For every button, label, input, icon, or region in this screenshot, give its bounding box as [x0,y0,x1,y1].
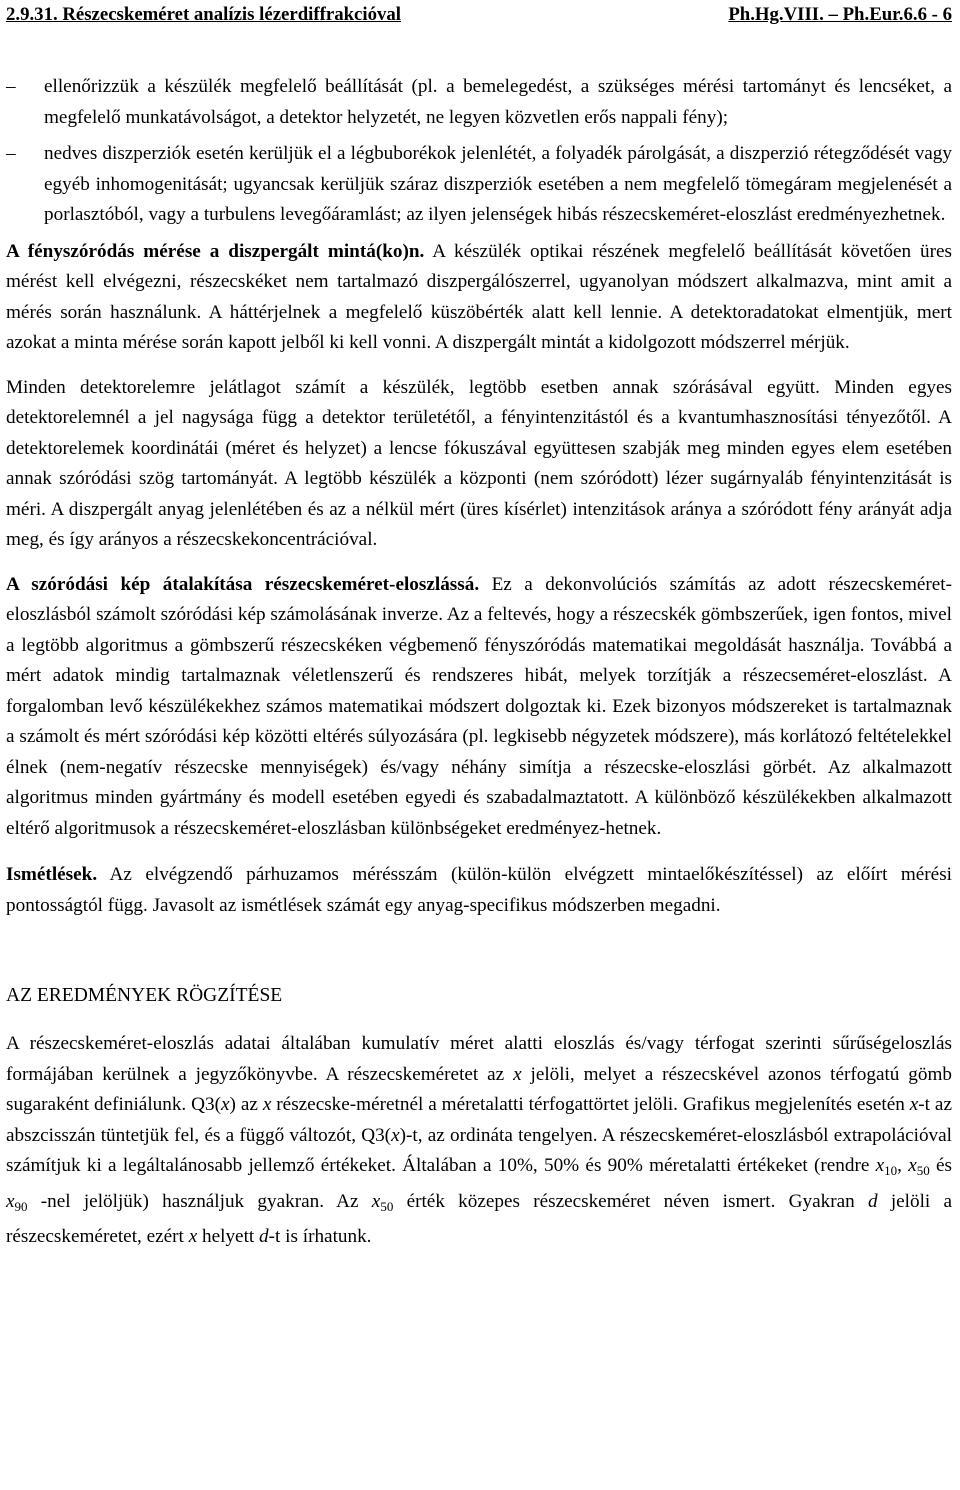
text-run: helyett [197,1226,260,1247]
header-pharmacopoeia-ref: Ph.Hg.VIII. – Ph.Eur.6.6 - 6 [728,4,952,25]
dash-marker: – [6,143,16,164]
list-item-text: ellenőrizzük a készülék megfelelő beállítását (pl. a bemelegedést, a szükséges mérési tartományt és lencséket, a megfelelő munkatávolságot, a detektor helyzetét, ne legyen közvetlen erős nappali fény); [44,76,952,128]
paragraph-repetitions [6,860,952,921]
text-run: részecske-méretnél a méretalatti térfogattörtet jelöli. Grafikus megjelenítés esetén [271,1094,910,1115]
list-item-text: nedves diszperziók esetén kerüljük el a légbuborékok jelenlétét, a folyadék párolgását, a diszperzió rétegződését vagy egyéb inhomogenitását; ugyancsak kerüljük száraz diszperziók esetében a nem megfelelő tömegáram megjelenését a porlasztóból, vagy a turbulens levegőáramlást; az ilyen jelenségek hibás részecskeméret-eloszlást eredményezhetnek. [44,143,952,225]
variable-x: x [909,1094,919,1115]
variable-x: x [391,1124,400,1146]
dash-marker: – [6,76,16,97]
variable-x90: x [6,1190,15,1212]
paragraph-results [6,1029,952,1253]
header-chapter-title: 2.9.31. Részecskeméret analízis lézerdiffrakcióval [6,4,401,25]
section-heading: AZ EREDMÉNYEK RÖGZÍTÉSE [6,985,283,1006]
text-run: ) az [229,1094,263,1115]
page-header [6,0,952,32]
text-run: -nel jelöljük) használjuk gyakran. Az [27,1190,372,1212]
text-run: -t az abszcisszán tüntetjük fel, és a függő változót, Q3( [6,1094,952,1146]
list-item [6,139,952,231]
text-run: érték közepes részecskeméret néven ismert. Gyakran [393,1190,868,1212]
subscript-50: 50 [916,1163,930,1178]
subscript-90: 90 [14,1198,28,1214]
variable-x50: x [371,1190,381,1212]
variable-x10: x [875,1155,885,1176]
paragraph-heading: A szóródási kép átalakítása részecskeméret-eloszlássá. [6,573,480,595]
paragraph-detector: Minden detektorelemre jelátlagot számít a készülék, legtöbb esetben annak szórásával együtt. Minden egyes detektorelemnél a jel nagysága függ a detektor területétől, a fényintenzitástól és a kvantumhasznosítási tényezőtől. A detektorelemek koordinátái (méret és helyzet) a lencse fókuszával együttesen szabják meg minden egyes elem esetében annak szóródási szög tartományát. A legtöbb készülék a központi (nem szóródott) lézer sugárnyaláb fényintenzitását is méri. A diszpergált anyag jelenlétében és az a nélkül mért (üres kísérlet) intenzitások aránya a szóródott fény arányát adja meg, és így arányos a részecskekoncentrációval. [6,376,952,550]
subscript-10: 10 [884,1163,898,1178]
variable-x: x [513,1063,522,1085]
paragraph-heading: A fényszóródás mérése a diszpergált mintá(ko)n. [6,240,425,262]
text-run: )-t, az ordináta tengelyen. A részecskeméret-eloszlásból extrapolációval számítjuk ki a legáltalánosabb jellemző értékeket. Általában a 10%, 50% és 90% méretalatti értékeket (rendre [6,1124,952,1176]
paragraph-heading: Ismétlések. [6,864,98,885]
paragraph-text: A készülék optikai részének megfelelő beállítását követően üres mérést kell elvégezni, részecskéket nem tartalmazó diszpergálószerrel, ugyanolyan módszert alkalmazva, mint amit a mérés során használunk. A háttérjelnek a megfelelő küszöbérték alatt kell lennie. A detektoradatokat elmentjük, mert azokat a minta mérése során kapott jelből ki kell vonni. A diszpergált mintát a kidolgozott módszerrel mérjük. [6,240,953,353]
paragraph-transformation [6,570,952,845]
bullet-list [6,72,952,231]
text-run: és [929,1155,953,1176]
variable-d: d [259,1226,269,1247]
text-run: jelöli a részecskeméretet, ezért [6,1190,953,1247]
variable-x: x [262,1094,272,1115]
subscript-50: 50 [380,1198,394,1214]
paragraph-text: Az elvégzendő párhuzamos mérésszám (külön-külön elvégzett mintaelőkészítéssel) az előírt mérési pontosságtól függ. Javasolt az ismétlések számát egy anyag-specifikus módszerben megadni. [6,864,952,916]
text-run: jelöli, melyet a részecskével azonos térfogatú gömb sugaraként definiálunk. Q3( [6,1063,952,1115]
variable-x: x [221,1094,230,1115]
text-run: -t is írhatunk. [268,1226,372,1247]
variable-x50: x [908,1155,917,1176]
paragraph-text: Ez a dekonvolúciós számítás az adott részecskeméret-eloszlásból számolt szóródási kép számolásának inverze. Az a feltevés, hogy a részecskék gömbszerűek, igen fontos, mivel a legtöbb algoritmus a gömbszerű részecskéken végbemenő fényszóródás matematikai megoldását használja. Továbbá a mért adatok mindig tartalmaznak véletlenszerű és rendszeres hibát, melyek torzítják a részecseméret-eloszlást. A forgalomban levő készülékekhez számos matematikai módszert dolgoztak ki. Ezek bizonyos módszereket is tartalmaznak a számolt és mért szóródási kép közötti eltérés súlyozására (pl. legkisebb négyzetek módszere), más korlátozó feltételekkel élnek (nem-negatív részecske mennyiségek) és/vagy néhány simítja a részecske-eloszlási görbét. Az alkalmazott algoritmus minden gyártmány és modell esetében egyedi és szabadalmaztatott. A különböző készülékekben alkalmazott eltérő algoritmusok a részecskeméret-eloszlásban különbségeket eredményez-hetnek. [6,573,953,839]
text-run: A részecskeméret-eloszlás adatai általában kumulatív méret alatti eloszlás és/vagy térfogat szerinti sűrűségeloszlás formájában kerülnek a jegyzőkönyvbe. A részecskeméretet az [6,1033,952,1085]
variable-d: d [867,1190,878,1212]
list-item [6,72,952,133]
text-run: , [897,1155,909,1176]
variable-x: x [188,1226,198,1247]
paragraph-blank-measurement [6,237,952,359]
